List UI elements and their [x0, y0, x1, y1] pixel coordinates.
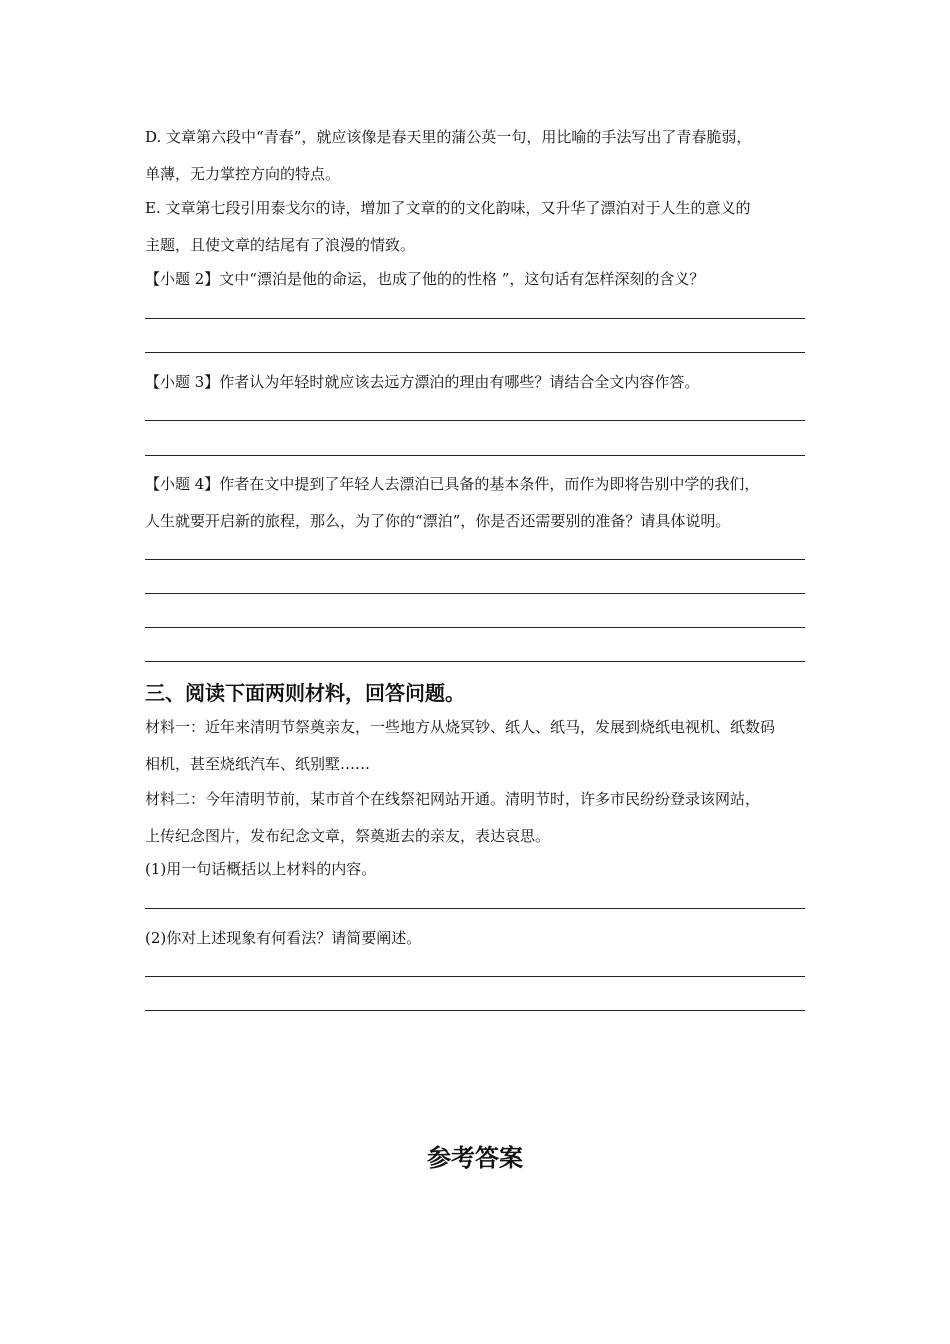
sub-question-2: (2)你对上述现象有何看法？请简要阐述。: [145, 929, 422, 947]
option-e-line-1: E. 文章第七段引用泰戈尔的诗，增加了文章的的文化韵味，又升华了漂泊对于人生的意义的: [145, 199, 751, 217]
answer-line[interactable]: [145, 661, 805, 662]
answer-line[interactable]: [145, 908, 805, 909]
answer-line[interactable]: [145, 593, 805, 594]
material-2-line-2: 上传纪念图片，发布纪念文章，祭奠逝去的亲友，表达哀思。: [145, 827, 551, 845]
answer-line[interactable]: [145, 420, 805, 421]
answer-line[interactable]: [145, 1010, 805, 1011]
section-3-heading: 三、阅读下面两则材料，回答问题。: [145, 681, 465, 705]
answer-line[interactable]: [145, 627, 805, 628]
material-2-line-1: 材料二：今年清明节前，某市首个在线祭祀网站开通。清明节时，许多市民纷纷登录该网站，: [145, 790, 761, 808]
answer-line[interactable]: [145, 559, 805, 560]
option-e-line-2: 主题，且使文章的结尾有了浪漫的情致。: [145, 236, 416, 254]
material-1-line-1: 材料一：近年来清明节祭奠亲友，一些地方从烧冥钞、纸人、纸马，发展到烧纸电视机、纸数码: [145, 718, 776, 736]
answer-line[interactable]: [145, 976, 805, 977]
answer-line[interactable]: [145, 352, 805, 353]
answer-line[interactable]: [145, 455, 805, 456]
question-4-line-2: 人生就要开启新的旅程，那么，为了你的“漂泊”，你是否还需要别的准备？请具体说明。: [145, 512, 731, 530]
option-d-line-1: D. 文章第六段中“青春”，就应该像是春天里的蒲公英一句，用比喻的手法写出了青春脆弱，: [145, 128, 752, 146]
answer-line[interactable]: [145, 318, 805, 319]
material-1-line-2: 相机，甚至烧纸汽车、纸别墅……: [145, 755, 371, 773]
question-2: 【小题 2】文中“漂泊是他的命运，也成了他的的性格 ”，这句话有怎样深刻的含义？: [145, 270, 705, 288]
answers-title: 参考答案: [427, 1144, 523, 1172]
question-4-line-1: 【小题 4】作者在文中提到了年轻人去漂泊已具备的基本条件，而作为即将告别中学的我们，: [145, 475, 760, 493]
question-3: 【小题 3】作者认为年轻时就应该去远方漂泊的理由有哪些？请结合全文内容作答。: [145, 373, 700, 391]
option-d-line-2: 单薄，无力掌控方向的特点。: [145, 165, 341, 183]
sub-question-1: (1)用一句话概括以上材料的内容。: [145, 860, 377, 878]
